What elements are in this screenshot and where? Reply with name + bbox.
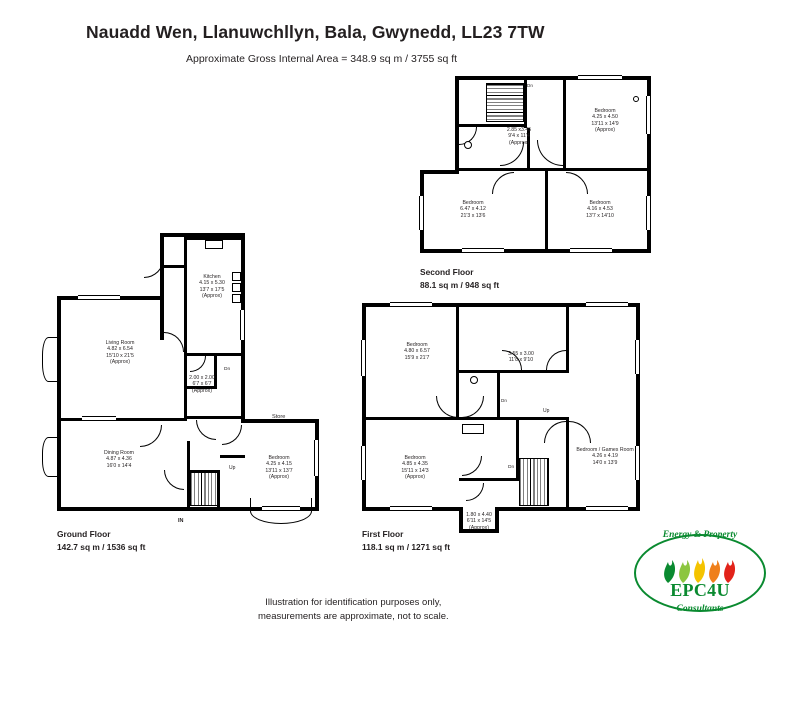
staircase bbox=[519, 458, 549, 506]
epc4u-logo bbox=[630, 524, 770, 622]
door-swing bbox=[569, 421, 591, 443]
window bbox=[390, 302, 432, 307]
door-swing bbox=[140, 425, 162, 447]
fixture-bath bbox=[462, 424, 484, 434]
wall bbox=[184, 237, 187, 296]
door-swing bbox=[190, 356, 206, 372]
entrance-porch bbox=[250, 498, 312, 524]
room-label: Bedroom 6.47 x 4.12 21'3 x 13'6 bbox=[460, 200, 486, 219]
door-swing bbox=[492, 172, 514, 194]
logo-main-text: EPC4U bbox=[670, 580, 730, 600]
wall bbox=[459, 478, 519, 481]
window bbox=[462, 248, 504, 253]
room-label: Bedroom 4.80 x 6.57 15'9 x 21'7 bbox=[404, 342, 430, 361]
wall bbox=[459, 417, 569, 420]
first-floor-label: First Floor 118.1 sq m / 1271 sq ft bbox=[362, 529, 450, 552]
wall bbox=[545, 171, 548, 249]
room-label: Bedroom / Games Room 4.26 x 4.19 14'0 x 13'9 bbox=[576, 447, 634, 466]
wall bbox=[366, 417, 459, 420]
room-label: Bedroom 4.16 x 4.53 13'7 x 14'10 bbox=[586, 200, 614, 219]
staircase bbox=[486, 84, 524, 122]
window bbox=[586, 506, 628, 511]
door-swing bbox=[164, 332, 184, 352]
door-swing bbox=[462, 396, 484, 418]
door-swing bbox=[466, 483, 484, 501]
door-swing bbox=[544, 421, 566, 443]
second-floor-label: Second Floor 88.1 sq m / 948 sq ft bbox=[420, 267, 500, 290]
wall bbox=[459, 168, 651, 171]
door-swing bbox=[566, 172, 588, 194]
wall bbox=[164, 265, 186, 268]
wall bbox=[459, 370, 569, 373]
stair-direction-label: Up bbox=[229, 465, 236, 471]
stair-direction-label: Dn bbox=[501, 398, 507, 403]
logo-bottom-text: Consultants bbox=[676, 604, 724, 614]
page-title: Nauadd Wen, Llanuwchllyn, Bala, Gwynedd, LL23 7TW bbox=[86, 22, 545, 42]
room-label: Dining Room 4.87 x 4.36 16'0 x 14'4 bbox=[104, 450, 134, 469]
door-swing bbox=[196, 420, 216, 440]
store-label: Store bbox=[272, 414, 286, 420]
wall bbox=[184, 296, 187, 419]
door-swing bbox=[222, 425, 242, 445]
door-swing bbox=[462, 456, 482, 476]
ground-floor-label: Ground Floor 142.7 sq m / 1536 sq ft bbox=[57, 529, 146, 552]
window bbox=[646, 96, 651, 134]
window bbox=[390, 506, 432, 511]
disclaimer-note: Illustration for identification purposes only, measurements are approximate, not to scale. bbox=[258, 597, 449, 622]
window bbox=[635, 340, 640, 374]
stair-direction-label: Dn bbox=[508, 465, 515, 470]
window bbox=[419, 196, 424, 230]
window bbox=[314, 440, 319, 476]
fixture-wc bbox=[464, 141, 472, 149]
wall bbox=[61, 418, 187, 421]
wall bbox=[455, 76, 458, 174]
stair-direction-label: Dn bbox=[527, 83, 533, 88]
room-label: 2.00 x 2.00 6'7 x 6'7 (Approx) bbox=[189, 375, 215, 394]
wall bbox=[563, 76, 566, 171]
window bbox=[578, 75, 622, 80]
wall bbox=[420, 249, 651, 253]
room-label: Bedroom 4.25 x 4.50 13'11 x 14'9 (Approx) bbox=[591, 108, 619, 134]
kitchen-sink bbox=[205, 240, 223, 249]
wall bbox=[566, 307, 569, 373]
fixture-wc bbox=[470, 376, 478, 384]
room-label: 1.80 x 4.40 6'11 x 14'5 (Approx) bbox=[466, 512, 492, 531]
wall bbox=[57, 296, 61, 511]
bay-window bbox=[42, 437, 58, 477]
window bbox=[82, 416, 116, 421]
window bbox=[361, 340, 366, 376]
staircase bbox=[190, 472, 218, 506]
room-label: 3.55 x 3.00 11'8 x 9'10 bbox=[508, 351, 534, 364]
entrance-label: IN bbox=[178, 518, 184, 524]
window bbox=[646, 196, 651, 230]
stair-direction-label: Dn bbox=[224, 367, 231, 372]
door-swing bbox=[164, 470, 184, 490]
stair-direction-label: Up bbox=[543, 408, 550, 414]
room-label: Living Room 4.82 x 6.54 15'10 x 21'5 (Approx) bbox=[105, 340, 135, 366]
wall bbox=[160, 233, 164, 340]
logo-top-text: Energy & Property bbox=[662, 530, 738, 540]
window bbox=[78, 295, 120, 300]
door-swing bbox=[436, 396, 458, 418]
window bbox=[240, 310, 245, 340]
page-subtitle: Approximate Gross Internal Area = 348.9 sq m / 3755 sq ft bbox=[186, 53, 458, 65]
bay-window bbox=[42, 337, 58, 382]
window bbox=[361, 446, 366, 480]
fixture-wc bbox=[633, 96, 639, 102]
room-label: Bedroom 4.25 x 4.15 13'11 x 13'7 (Approx) bbox=[265, 455, 293, 481]
wall bbox=[220, 455, 245, 458]
room-label: Kitchen 4.15 x 5.30 13'7 x 17'5 (Approx) bbox=[199, 274, 225, 300]
window bbox=[586, 302, 628, 307]
wall bbox=[187, 416, 245, 419]
room-label: Bedroom 4.85 x 4.35 15'11 x 14'3 (Approx) bbox=[401, 455, 429, 481]
wall bbox=[420, 170, 459, 174]
wall bbox=[497, 373, 500, 417]
room-label: 2.85 x3.45 9'4 x 11'4 (Approx) bbox=[506, 127, 532, 146]
window bbox=[570, 248, 612, 253]
